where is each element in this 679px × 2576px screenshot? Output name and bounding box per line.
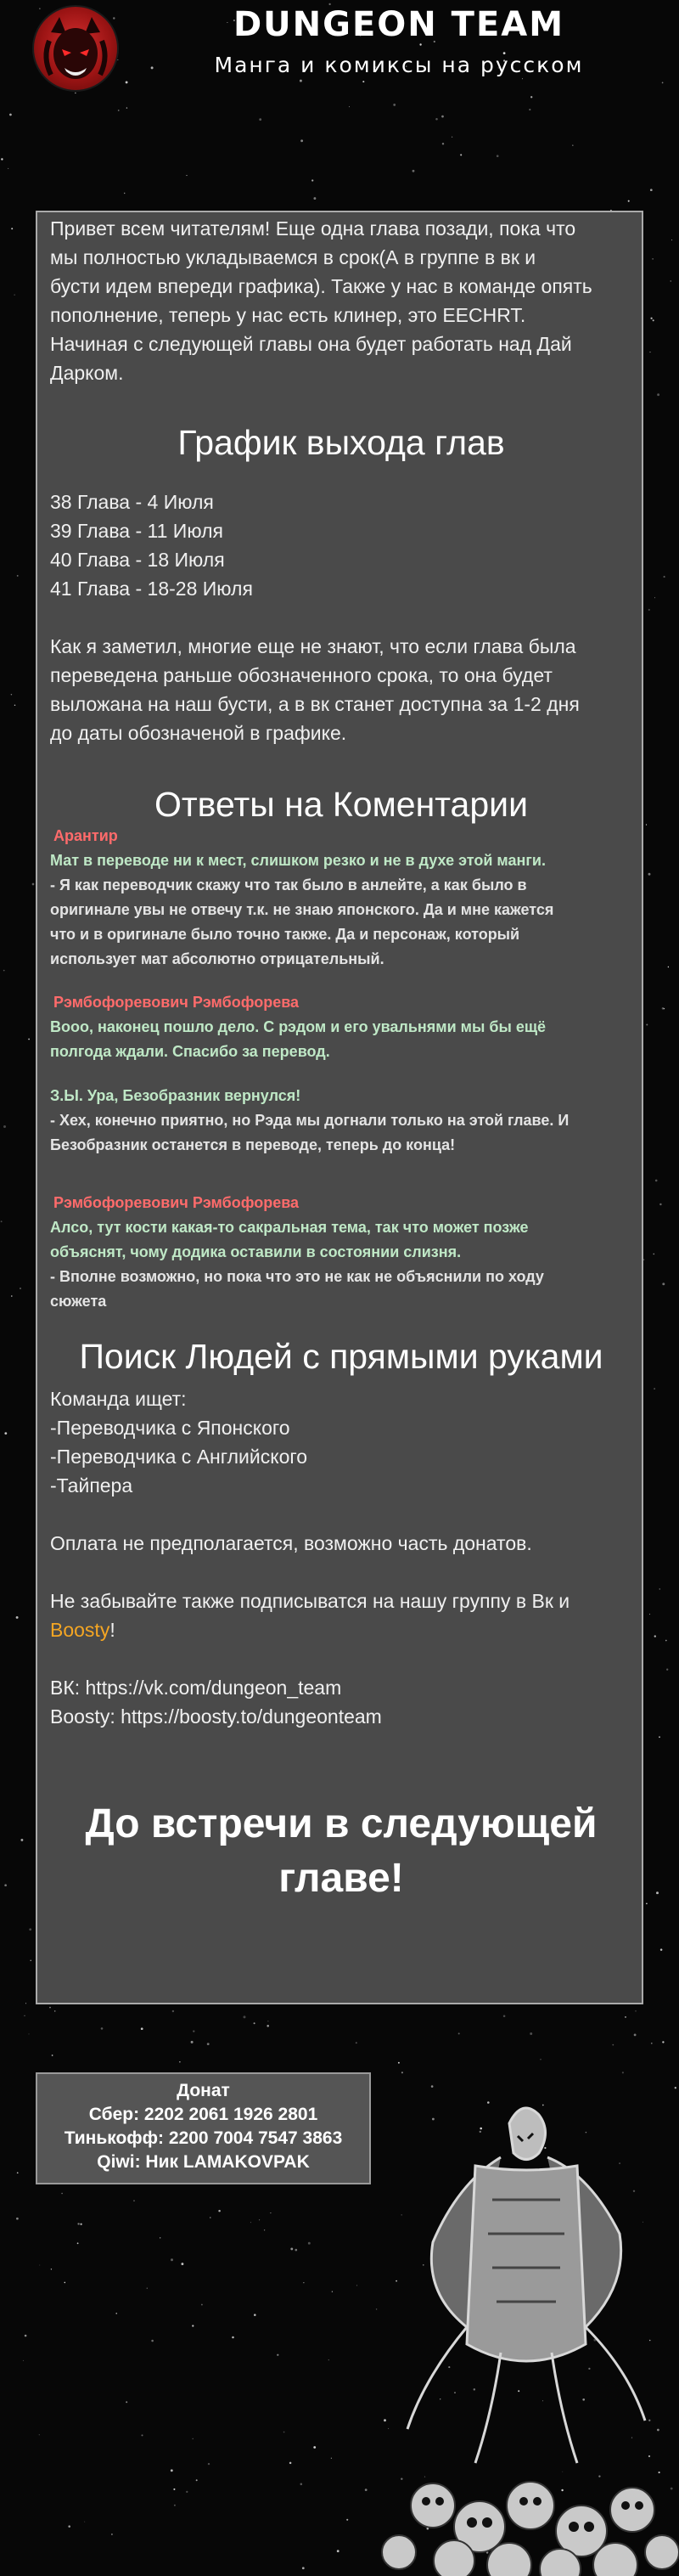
star-dot	[232, 2336, 234, 2339]
star-dot	[11, 694, 12, 695]
subscribe-line-2	[50, 1615, 633, 1644]
comment-block-2	[50, 990, 633, 1158]
recruit-list	[50, 1384, 633, 1500]
star-dot	[259, 2219, 260, 2220]
star-dot	[540, 2059, 541, 2060]
star-dot	[29, 1928, 31, 1931]
star-dot	[659, 1736, 660, 1738]
recruit-heading: Поиск Людей с прямыми руками	[79, 1337, 603, 1376]
star-dot	[650, 318, 652, 319]
star-dot	[313, 2446, 316, 2449]
star-dot	[311, 179, 313, 181]
star-dot	[254, 2314, 256, 2316]
star-dot	[193, 2030, 194, 2032]
demon-face-icon	[34, 7, 117, 90]
star-dot	[365, 2489, 368, 2491]
star-dot	[267, 2025, 269, 2027]
star-dot	[441, 116, 444, 118]
star-dot	[20, 1839, 23, 1841]
payment-note: Оплата не предполагается, возможно часть донатов.	[50, 1532, 532, 1554]
star-dot	[657, 393, 659, 396]
recruit-line: -Переводчика с Японского	[50, 1417, 290, 1439]
comment-text: Мат в переводе ни к мест, слишком резко и не в духе этой манги.	[50, 852, 546, 869]
star-dot	[14, 295, 15, 296]
star-dot	[646, 1024, 648, 1026]
star-dot	[181, 2263, 183, 2265]
star-dot	[171, 2258, 173, 2261]
comment-block-1	[50, 824, 633, 972]
star-dot	[656, 1891, 659, 1894]
intro-line: бусти идем впереди графика). Также у нас в команде опять	[50, 275, 592, 297]
schedule-item: 41 Глава - 18-28 Июля	[50, 578, 253, 600]
star-dot	[649, 1614, 650, 1615]
star-dot	[141, 2434, 143, 2436]
star-dot	[65, 2282, 66, 2284]
star-dot	[264, 2229, 265, 2230]
star-dot	[186, 175, 187, 176]
schedule-note-line: выложана на наш бусти, а в вк станет доступна за 1-2 дня	[50, 693, 580, 715]
schedule-list	[50, 488, 633, 603]
reply-line: - Я как переводчик скажу что так было в анлейте, а как было в	[50, 877, 527, 893]
reply-line: что и в оригинале было точно также. Да и персонаж, который	[50, 926, 520, 943]
star-dot	[530, 96, 532, 98]
star-dot	[16, 1616, 19, 1619]
star-dot	[356, 2285, 357, 2286]
star-dot	[648, 609, 650, 611]
star-dot	[650, 189, 653, 191]
intro-line: Начиная с следующей главы она будет работать над Дай	[50, 333, 572, 355]
site-header	[0, 0, 679, 93]
star-dot	[24, 2015, 25, 2016]
schedule-item: 40 Глава - 18 Июля	[50, 549, 225, 571]
donate-line: Тинькофф: 2200 7004 7547 3863	[64, 2128, 343, 2148]
schedule-heading: График выхода глав	[177, 423, 505, 462]
star-dot	[303, 2282, 304, 2283]
star-dot	[659, 1203, 661, 1205]
chapter-notes-panel	[36, 211, 643, 2004]
star-dot	[171, 2469, 173, 2472]
star-dot	[151, 2340, 154, 2342]
comments-heading: Ответы на Коментарии	[154, 785, 528, 824]
star-dot	[111, 2534, 113, 2535]
reply-line: Безобразник останется в переводе, теперь до конца!	[50, 1136, 456, 1153]
star-dot	[460, 154, 462, 155]
star-dot	[646, 824, 647, 825]
star-dot	[173, 2489, 175, 2490]
star-dot	[191, 2041, 194, 2043]
star-dot	[4, 1884, 7, 1886]
star-dot	[328, 2359, 329, 2360]
team-logo	[32, 5, 119, 92]
star-dot	[458, 2032, 460, 2034]
star-dot	[179, 2061, 180, 2062]
farewell-heading	[37, 1797, 645, 1906]
star-dot	[20, 1288, 21, 1289]
star-dot	[14, 705, 15, 706]
star-dot	[398, 2062, 400, 2064]
star-dot	[208, 2463, 210, 2465]
recruit-line: -Тайпера	[50, 1474, 133, 1497]
star-dot	[412, 170, 415, 172]
star-dot	[662, 1282, 665, 1285]
star-dot	[346, 2519, 348, 2521]
star-dot	[349, 106, 350, 107]
star-dot	[662, 2041, 664, 2043]
schedule-note-line: до даты обозначеной в графике.	[50, 722, 347, 744]
star-dot	[11, 1295, 13, 1297]
intro-line: пополнение, теперь у нас есть клинер, это EECHRT.	[50, 304, 526, 326]
star-dot	[653, 319, 654, 321]
comment-text: Вооо, наконец пошло дело. С рэдом и его увальнями мы бы ещё	[50, 1018, 547, 1035]
intro-line: Привет всем читателям! Еще одна глава позади, пока что	[50, 217, 576, 240]
star-dot	[664, 576, 665, 578]
star-dot	[435, 118, 438, 121]
star-dot	[126, 2401, 127, 2403]
star-dot	[503, 2015, 506, 2017]
links-block	[50, 1673, 633, 1731]
star-dot	[115, 2313, 116, 2314]
star-dot	[313, 197, 316, 200]
star-dot	[77, 2242, 79, 2244]
star-dot	[218, 2210, 221, 2212]
star-dot	[337, 2550, 340, 2552]
star-dot	[283, 2432, 285, 2433]
commenter-name: Арантир	[53, 827, 118, 844]
star-dot	[9, 114, 12, 116]
schedule-item: 38 Глава - 4 Июля	[50, 491, 214, 513]
star-dot	[655, 1180, 658, 1182]
star-dot	[61, 2193, 63, 2195]
comment-block-3	[50, 1191, 633, 1314]
star-dot	[1, 158, 3, 160]
star-dot	[659, 1588, 660, 1589]
star-dot	[646, 1902, 648, 1904]
star-dot	[3, 970, 5, 972]
star-dot	[32, 883, 35, 886]
brand-subtitle: Манга и комиксы на русском	[214, 53, 584, 77]
commenter-name: Рэмбофоревович Рэмбофорева	[53, 994, 300, 1011]
star-dot	[16, 2218, 19, 2220]
star-dot	[54, 2010, 56, 2012]
star-dot	[192, 2325, 194, 2326]
recruit-line: -Переводчика с Английского	[50, 1446, 308, 1468]
star-dot	[572, 144, 574, 146]
star-dot	[80, 2224, 81, 2225]
star-dot	[628, 200, 630, 202]
star-dot	[174, 2505, 176, 2506]
reply-line: оригинале увы не отвечу т.к. не знаю японского. Да и мне кажется	[50, 901, 554, 918]
star-dot	[68, 2525, 70, 2528]
star-dot	[634, 2033, 637, 2036]
star-dot	[186, 2491, 188, 2493]
star-dot	[124, 193, 125, 194]
star-dot	[207, 2043, 210, 2045]
star-dot	[3, 1125, 6, 1128]
star-dot	[332, 2291, 333, 2292]
star-dot	[77, 2223, 79, 2224]
reply-line: сюжета	[50, 1293, 107, 1310]
star-dot	[290, 2247, 293, 2250]
star-dot	[289, 2462, 292, 2465]
star-dot	[442, 143, 444, 144]
reply-line: - Хех, конечно приятно, но Рэда мы догнали только на этой главе. И	[50, 1112, 570, 1129]
subscribe-note	[50, 1587, 633, 1644]
boosty-url-link[interactable]: Boosty: https://boosty.to/dungeonteam	[50, 1705, 382, 1728]
donate-box	[36, 2072, 371, 2184]
star-dot	[39, 2434, 40, 2435]
star-dot	[651, 2043, 653, 2044]
star-dot	[660, 1948, 663, 1951]
star-dot	[308, 2242, 311, 2245]
comment-text: Алсо, тут кости какая-то сакральная тема, так что может позже	[50, 1219, 529, 1236]
donate-line: Сбер: 2202 2061 1926 2801	[88, 2105, 318, 2124]
star-dot	[654, 1635, 656, 1637]
intro-line: мы полностью укладываемся в срок(А в группе в вк и	[50, 246, 536, 268]
star-dot	[4, 1432, 7, 1435]
star-dot	[141, 2027, 143, 2030]
star-dot	[101, 2027, 104, 2030]
star-dot	[259, 118, 261, 121]
star-dot	[201, 2304, 203, 2306]
star-dot	[172, 2010, 174, 2012]
star-dot	[28, 2033, 29, 2034]
star-dot	[196, 2479, 198, 2481]
star-dot	[270, 2212, 271, 2213]
star-dot	[300, 2483, 303, 2486]
star-dot	[666, 1669, 668, 1671]
star-dot	[393, 104, 396, 106]
comment-text: объяснят, чому додика оставили в состоянии слизня.	[50, 1243, 462, 1260]
donate-line: Qiwi: Ник LAMAKOVPAK	[97, 2152, 310, 2172]
star-dot	[300, 139, 303, 142]
schedule-note	[50, 632, 633, 747]
star-dot	[244, 2015, 246, 2018]
farewell-line: До встречи в следующей	[85, 1801, 598, 1846]
exclamation: !	[109, 1619, 115, 1641]
schedule-item: 39 Глава - 11 Июля	[50, 520, 223, 542]
star-dot	[133, 2200, 135, 2201]
star-dot	[39, 2265, 40, 2266]
star-dot	[25, 2003, 26, 2004]
star-dot	[648, 873, 651, 876]
comment-ps: З.Ы. Ура, Безобразник вернулся!	[50, 1087, 301, 1104]
star-dot	[25, 2335, 27, 2337]
star-dot	[636, 2010, 637, 2011]
schedule-note-line: Как я заметил, многие еще не знают, что если глава была	[50, 635, 576, 657]
recruit-line: Команда ищет:	[50, 1388, 187, 1410]
star-dot	[126, 107, 127, 108]
star-dot	[497, 155, 499, 157]
star-dot	[11, 228, 13, 229]
boosty-link[interactable]: Boosty	[50, 1619, 110, 1641]
reply-line: использует мат абсолютно отрицательный.	[50, 950, 384, 967]
star-dot	[653, 1254, 654, 1255]
star-dot	[529, 109, 530, 110]
star-dot	[530, 2032, 532, 2035]
commenter-name: Рэмбофоревович Рэмбофорева	[53, 1194, 300, 1211]
star-dot	[662, 1007, 665, 1010]
star-dot	[192, 2438, 194, 2440]
intro-line: Дарком.	[50, 362, 124, 384]
star-dot	[356, 2042, 357, 2043]
farewell-line: главе!	[278, 1856, 404, 1901]
reply-line: - Вполне возможно, но пока что это не как не объяснили по ходу	[50, 1268, 544, 1285]
star-dot	[652, 258, 653, 259]
star-dot	[17, 575, 19, 577]
intro-text	[50, 214, 633, 387]
star-dot	[654, 597, 655, 598]
skeleton-pile-illustration	[373, 2072, 679, 2576]
star-dot	[52, 2055, 53, 2056]
donate-title: Донат	[177, 2081, 230, 2100]
star-dot	[147, 2288, 148, 2289]
star-dot	[331, 2458, 332, 2459]
vk-link[interactable]: ВК: https://vk.com/dungeon_team	[50, 1677, 342, 1699]
comment-text: полгода ждали. Спасибо за перевод.	[50, 1043, 330, 1060]
star-dot	[17, 2172, 19, 2173]
star-dot	[295, 2249, 298, 2252]
star-dot	[612, 2044, 614, 2046]
brand-title: DUNGEON TEAM	[233, 5, 565, 44]
star-dot	[28, 1039, 30, 1040]
star-dot	[254, 2022, 255, 2024]
star-dot	[625, 2016, 626, 2018]
subscribe-line: Не забывайте также подписыватся на нашу группу в Вк и	[50, 1590, 570, 1612]
schedule-note-line: переведена раньше обозначенного срока, то она будет	[50, 664, 553, 686]
star-dot	[665, 1640, 667, 1642]
star-dot	[49, 2007, 51, 2009]
star-dot	[277, 2354, 278, 2356]
star-dot	[23, 2360, 24, 2361]
star-dot	[250, 2222, 251, 2223]
star-dot	[1, 1220, 3, 1222]
star-dot	[302, 2567, 305, 2569]
star-dot	[118, 110, 120, 111]
